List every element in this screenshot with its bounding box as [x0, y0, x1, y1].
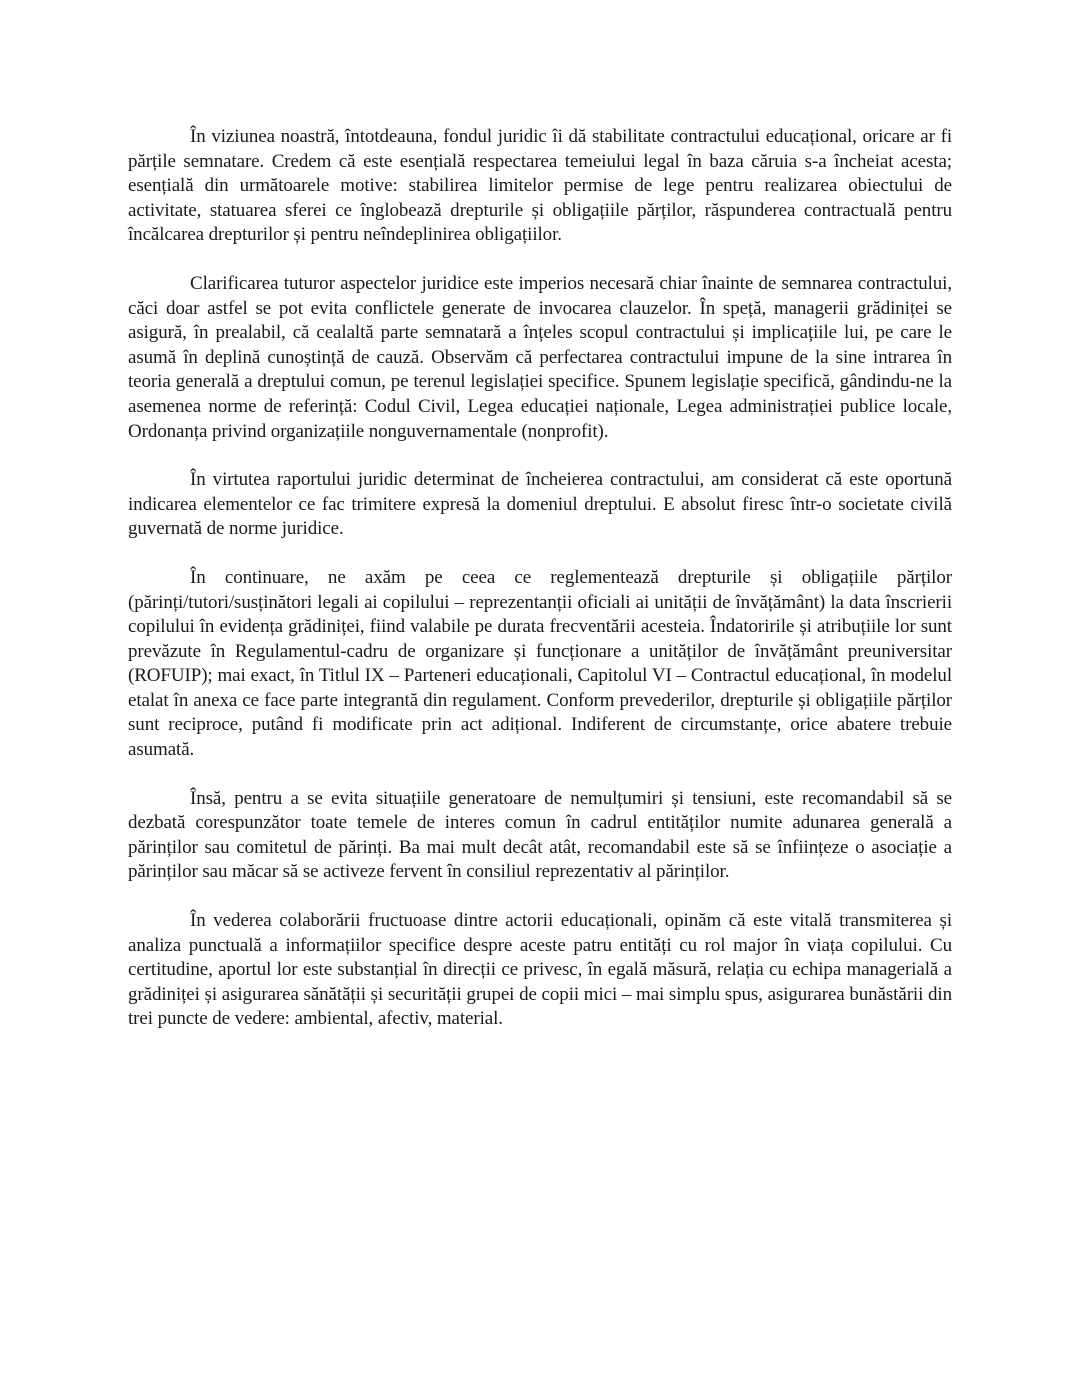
document-page: [128, 125, 952, 1056]
paragraph-rights-obligations: În continuare, ne axăm pe ceea ce reglementează drepturile și obligațiile părților (părinți/tutori/susținători legali ai copilului – reprezentanții oficiali ai unității de învățământ) la data înscrierii copilului în evidența grădiniței, fiind valabile pe durata frecventării acesteia. Îndatoririle și atribuțiile lor sunt prevăzute în Regulamentul-cadru de organizare și funcționare a unităților de învățământ preuniversitar (ROFUIP); mai exact, în Titlul IX – Parteneri educaționali, Capitolul VI – Contractul educațional, în modelul etalat în anexa ce face parte integrantă din regulament. Conform prevederilor, drepturile și obligațiile părților sunt reciproce, putând fi modificate prin act adițional. Indiferent de circumstanțe, orice abatere trebuie asumată.: [128, 566, 952, 761]
paragraph-collaboration: În vederea colaborării fructuoase dintre actorii educaționali, opinăm că este vitală transmiterea și analiza punctuală a informațiilor specifice despre aceste patru entități cu rol major în viața copilului. Cu certitudine, aportul lor este substanțial în direcții ce privesc, în egală măsură, relația cu echipa managerială a grădiniței și asigurarea sănătății și securității grupei de copii mici – mai simplu spus, asigurarea bunăstării din trei puncte de vedere: ambiental, afectiv, material.: [128, 910, 952, 1030]
paragraph-legal-clarification: Clarificarea tuturor aspectelor juridice este imperios necesară chiar înainte de semnarea contractului, căci doar astfel se pot evita conflictele generate de invocarea clauzelor. În speță, managerii grădiniței se asigură, în prealabil, că cealaltă parte semnatară a înțeles scopul contractului și implicațiile lui, pe care le asumă în deplină cunoștință de cauză. Observăm că perfectarea contractului impune de la sine intrarea în teoria generală a dreptului comun, pe terenul legislației specifice. Spunem legislație specifică, gândindu-ne la asemenea norme de referință: Codul Civil, Legea educației naționale, Legea administrației publice locale, Ordonanța privind organizațiile nonguvernamentale (nonprofit).: [128, 272, 952, 442]
paragraph-legal-relationship: În virtutea raportului juridic determinat de încheierea contractului, am considerat că este oportună indicarea elementelor ce fac trimitere expresă la domeniul dreptului. E absolut firesc într-o societate civilă guvernată de norme juridice.: [128, 469, 952, 540]
paragraph-legal-foundation: În viziunea noastră, întotdeauna, fondul juridic îi dă stabilitate contractului educațional, oricare ar fi părțile semnatare. Credem că este esențială respectarea temeiului legal în baza căruia s-a încheiat acesta; esențială din următoarele motive: stabilirea limitelor permise de lege pentru realizarea obiectului de activitate, statuarea sferei ce înglobează drepturile și obligațiile părților, răspunderea contractuală pentru încălcarea drepturilor și pentru neîndeplinirea obligațiilor.: [128, 126, 952, 246]
paragraph-parent-entities: Însă, pentru a se evita situațiile generatoare de nemulțumiri și tensiuni, este recomandabil să se dezbată corespunzător toate temele de interes comun în cadrul entităților numite adunarea generală a părinților sau comitetul de părinți. Ba mai mult decât atât, recomandabil este să se înființeze o asociație a părinților sau măcar să se activeze fervent în consiliul reprezentativ al părinților.: [128, 787, 952, 883]
